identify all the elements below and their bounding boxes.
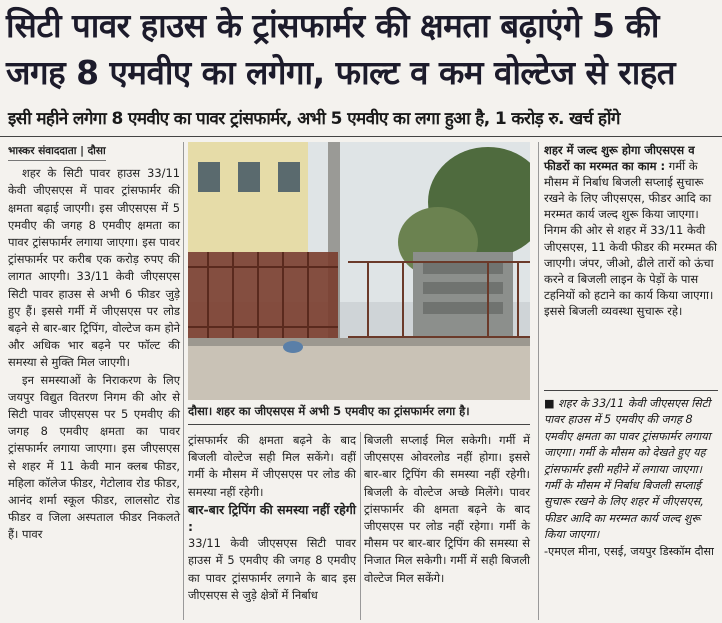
sidebar-box	[544, 142, 718, 319]
column-divider	[538, 142, 539, 620]
news-photo	[188, 142, 530, 400]
photo-caption: दौसा। शहर का जीएसएस में अभी 5 एमवीए का ट्रांसफार्मर लगा है।	[188, 404, 470, 418]
sidebar-divider	[544, 390, 718, 391]
sidebar-heading: शहर में जल्द शुरू होगा जीएसएस व फीडरों का मरम्मत का काम :	[544, 143, 695, 174]
quote-attribution: -एमएल मीना, एसई, जयपुर डिस्कॉम दौसा	[544, 544, 714, 558]
caption-divider	[188, 424, 530, 425]
article-paragraph: शहर के सिटी पावर हाउस 33/11 केवी जीएसएस में पावर ट्रांसफार्मर की क्षमता बढ़ाई जाएगी। इस जीएसएस में 5 एमवीए की जगह 8 एमवीए क्षमता का पावर ट्रांसफार्मर लगाया जाएगा। इस पावर ट्रांसफार्मर पर करीब एक करोड़ रुपए की लागत आएगी। 33/11 केवी जीएसएस सिटी पावर हाउस से अभी 6 फीडर जुड़े हुए हैं। इससे गर्मी में जीएसएस पर लोड बढ़ने से बार-बार ट्रिपिंग, वोल्टेज कम होने और अधिक भार बढ़ने पर फॉल्ट की समस्या से मुक्ति मिल जाएगी।	[8, 166, 180, 370]
column-divider	[183, 142, 184, 620]
sidebar-text: गर्मी के मौसम में निर्बाध बिजली सप्लाई सुचारू रखने के लिए जीएसएस, फीडर आदि का मरम्मत कार्य जल्द शुरू किया जाएगा। निगम की ओर से शहर में 33/11 केवी जीएसएस, 11 केवी फीडर की मरम्मत की जाएगी। जंपर, जीओ, ढीले तारों को ऊंचा करने व बिजली लाइन के पेड़ों के पास टहनियों को हटाने का कार्य किया जाएगा। इससे बिजली व्यवस्था सुचारू रहे।	[544, 159, 717, 318]
headline-line-1: सिटी पावर हाउस के ट्रांसफार्मर की क्षमता बढ़ाएंगे 5 की	[6, 6, 659, 45]
article-paragraph: 33/11 केवी जीएसएस सिटी पावर हाउस में 5 एमवीए की जगह 8 एमवीए का पावर ट्रांसफार्मर लगाने के बाद इस जीएसएस से जुड़े क्षेत्रों में निर्बाध	[188, 536, 356, 602]
headline	[6, 2, 718, 96]
article-column-1	[8, 142, 180, 544]
column-divider	[360, 432, 361, 620]
gss-transformer-photo	[188, 142, 530, 400]
article-paragraph: इन समस्याओं के निराकरण के लिए जयपुर विद्युत वितरण निगम की ओर से सिटी पावर जीएसएस पर 5 एमवीए की जगह 8 एमवीए क्षमता का पावर ट्रांसफार्मर लगाया जाएगा। इस जीएसएस से शहर में 11 केवी मान क्लब फीडर, महिला कॉलेज फीडर, गेटोलाव रोड फीडर, आनंद शर्मा स्कूल फीडर, लालसोट रोड फीडर व जिला अस्पताल फीडर निकलते हैं। पावर	[8, 372, 180, 542]
quote-text: शहर के 33/11 केवी जीएसएस सिटी पावर हाउस में 5 एमवीए की जगह 8 एमवीए क्षमता का पावर ट्रांसफार्मर लगाया जाएगा। गर्मी के मौसम को देखते हुए यह ट्रांसफार्मर इसी महीने में लगाया जाएगा। गर्मी के मौसम में निर्बाध बिजली सप्लाई सुचारू रखने के लिए शहर में जीएसएस, फीडर आदि का मरम्मत कार्य जल्द शुरू किया जाएगा।	[544, 397, 711, 542]
article-paragraph: बिजली सप्लाई मिल सकेगी। गर्मी में जीएसएस ओवरलोड नहीं होगा। इससे बार-बार ट्रिपिंग की समस्या नहीं रहेगी। बिजली के वोल्टेज अच्छे मिलेंगे। पावर ट्रांसफार्मर की क्षमता बढ़ने के बाद जीएसएस पर लोड नहीं रहेगा। गर्मी के मौसम पर बार-बार ट्रिपिंग की समस्या से निजात मिल सकेगी। गर्मी में सही बिजली वोल्टेज मिल सकेंगे।	[364, 433, 530, 585]
article-paragraph: ट्रांसफार्मर की क्षमता बढ़ने के बाद बिजली वोल्टेज सही मिल सकेंगे। वहीं गर्मी के मौसम में जीएसएस पर लोड की समस्या नहीं रहेगी।	[188, 433, 356, 499]
byline: भास्कर संवाददाता | दौसा	[8, 143, 106, 161]
official-quote	[544, 396, 718, 560]
top-divider	[0, 136, 722, 137]
quote-marker: ■	[544, 397, 555, 410]
section-subheading: बार-बार ट्रिपिंग की समस्या नहीं रहेगी :	[188, 501, 356, 535]
article-column-3	[364, 432, 530, 587]
subheadline: इसी महीने लगेगा 8 एमवीए का पावर ट्रांसफार्मर, अभी 5 एमवीए का लगा हुआ है, 1 करोड़ रु. खर्च होंगे	[8, 109, 620, 129]
article-column-2	[188, 432, 356, 604]
headline-line-2: जगह 8 एमवीए का लगेगा, फाल्ट व कम वोल्टेज से राहत	[6, 53, 676, 92]
